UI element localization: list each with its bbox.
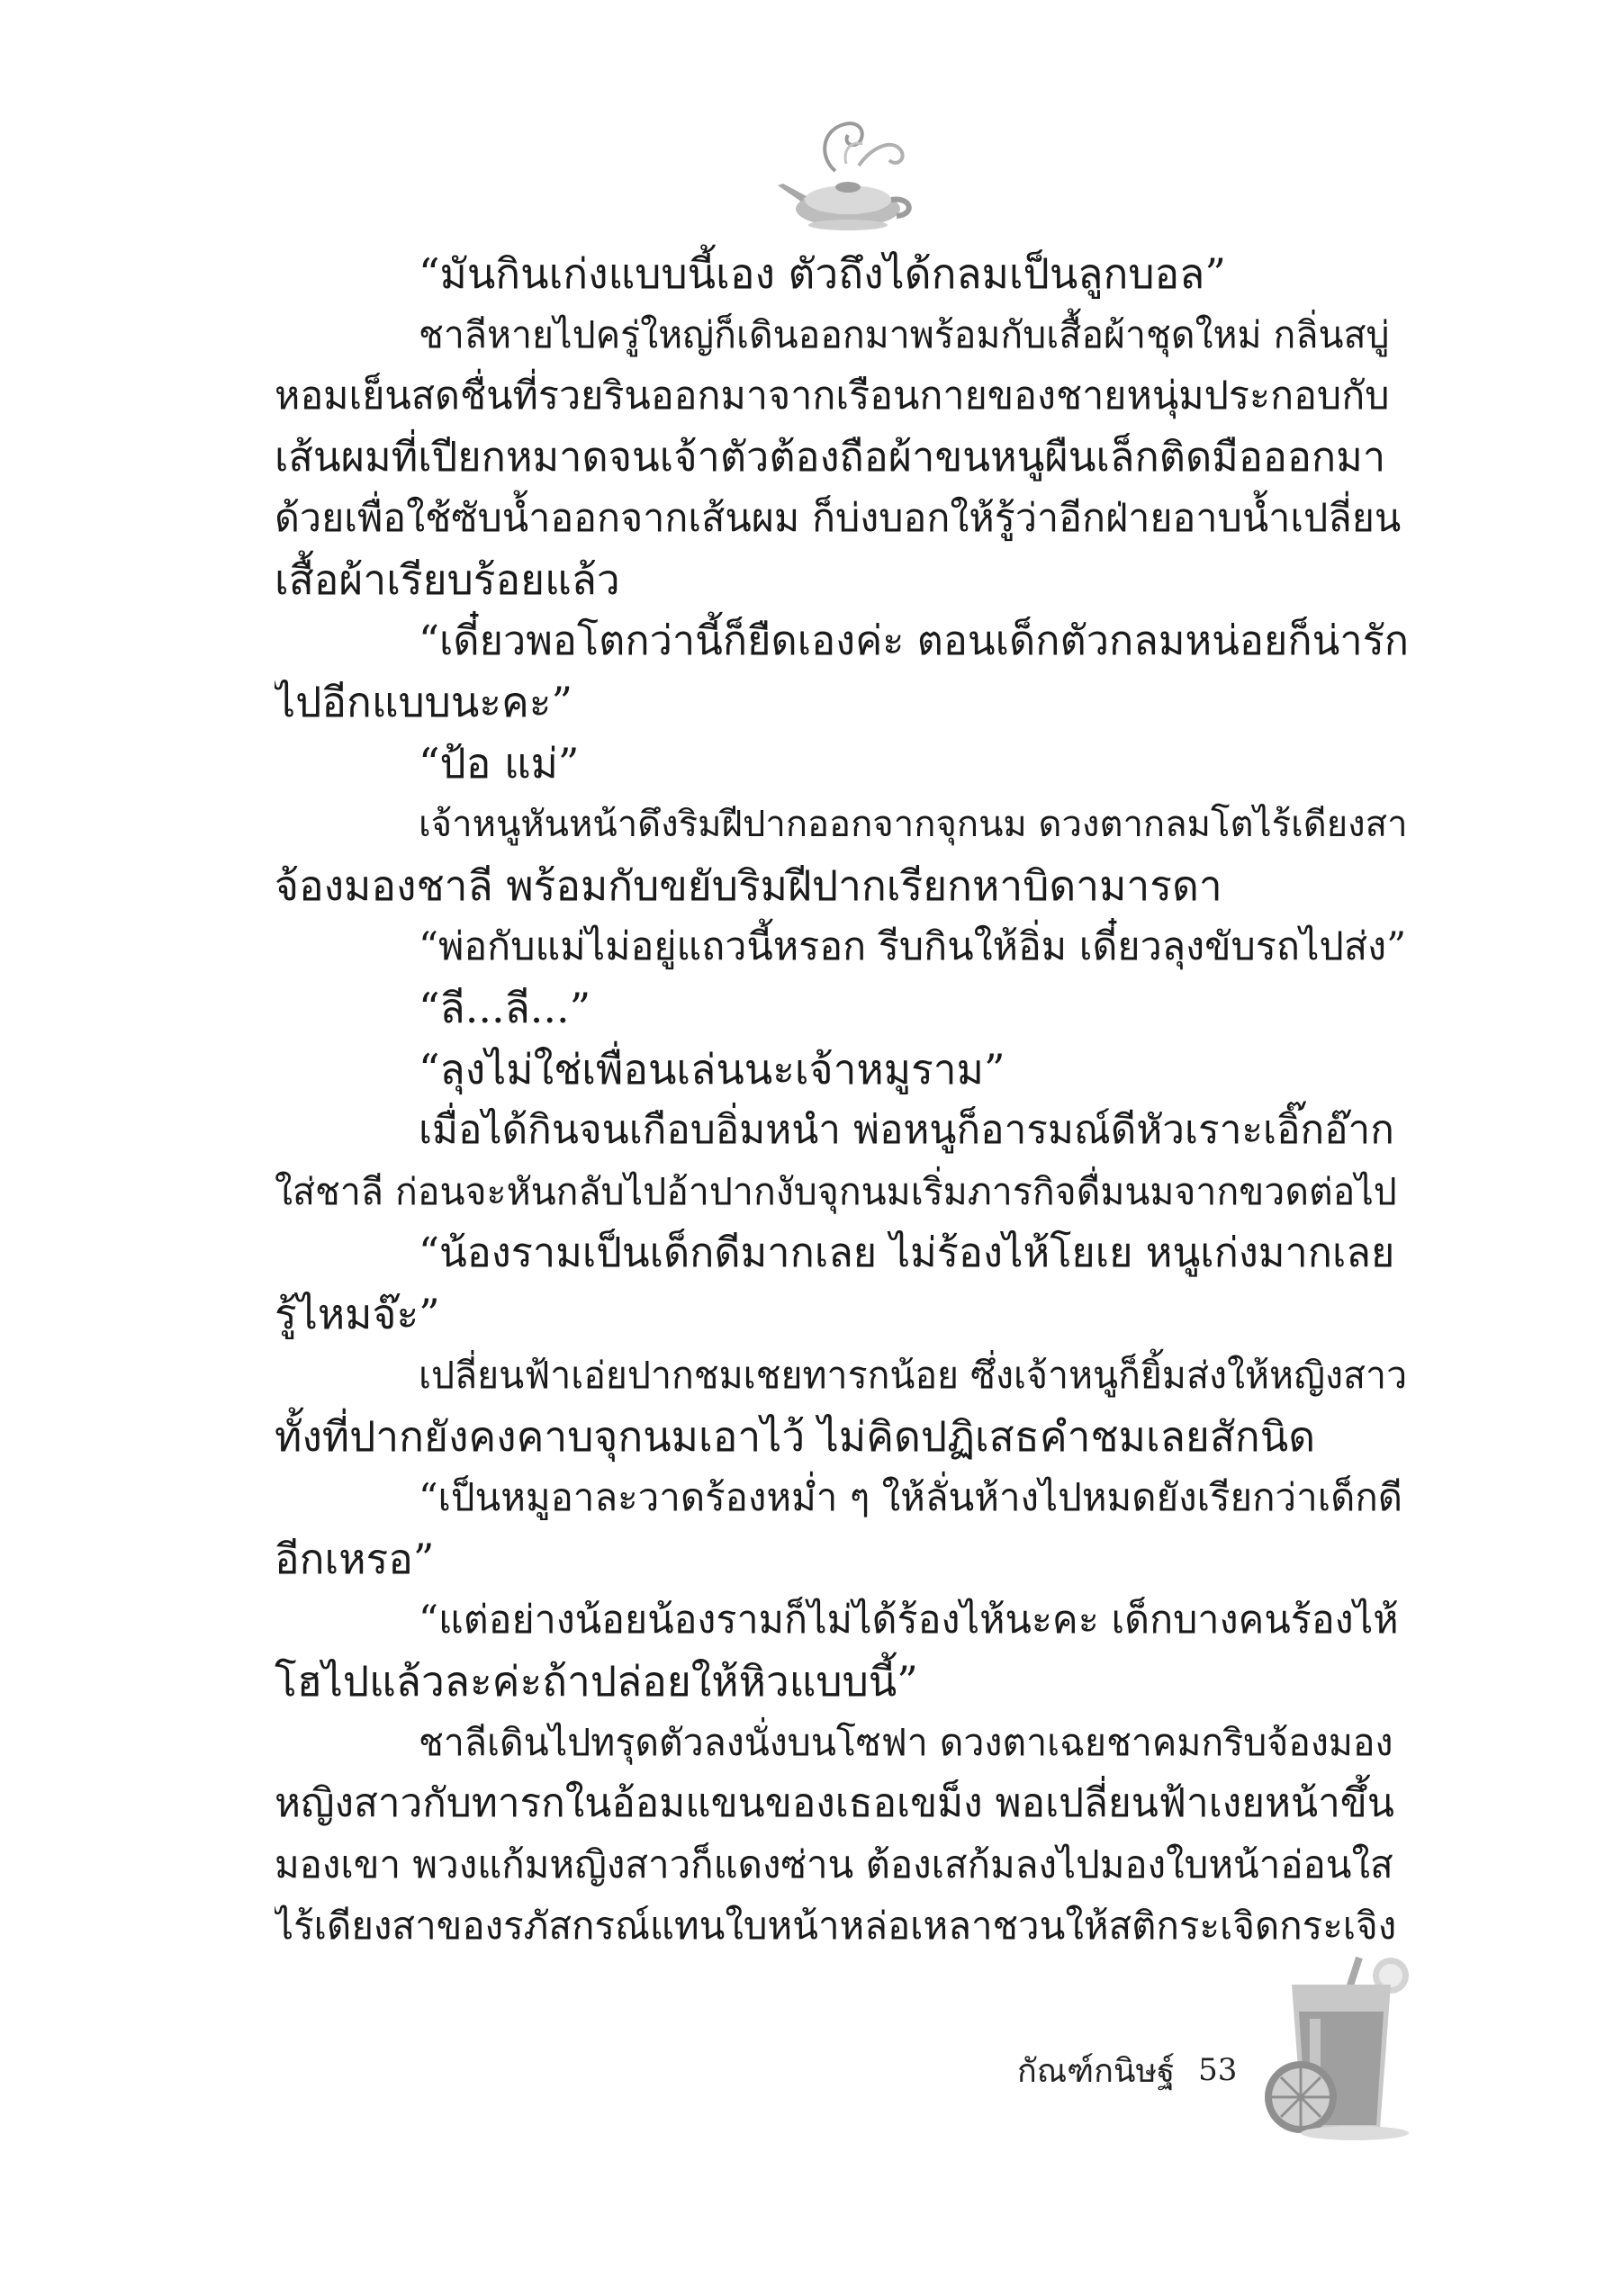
text-line: “เป็นหมูอาละวาดร้องหม่ำ ๆ ให้ลั่นห้างไปหมดยังเรียกว่าเด็กดี — [419, 1475, 1403, 1519]
text-line: ทั้งที่ปากยังคงคาบจุกนมเอาไว้ ไม่คิดปฏิเสธคำชมเลยสักนิด — [275, 1412, 1316, 1461]
text-line: “เดี๋ยวพอโตกว่านี้ก็ยืดเองค่ะ ตอนเด็กตัวกลมหน่อยก็น่ารัก — [419, 617, 1409, 664]
text-line: “แต่อย่างน้อยน้องรามก็ไม่ได้ร้องไห้นะคะ เด็กบางคนร้องไห้ — [419, 1598, 1399, 1643]
text-line: อีกเหรอ” — [275, 1535, 435, 1583]
text-line: “มันกินเก่งแบบนี้เอง ตัวถึงได้กลมเป็นลูกบอล” — [419, 249, 1226, 298]
text-line: ด้วยเพื่อใช้ซับน้ำออกจากเส้นผม ก็บ่งบอกให้รู้ว่าอีกฝ่ายอาบน้ำเปลี่ยน — [275, 496, 1402, 541]
body-text — [275, 243, 1409, 1957]
text-line: เมื่อได้กินจนเกือบอิ่มหนำ พ่อหนูก็อารมณ์ดีหัวเราะเอิ๊กอ๊าก — [419, 1107, 1394, 1153]
juice-glass-ornament-icon — [1256, 1949, 1427, 2142]
text-line: “น้องรามเป็นเด็กดีมากเลย ไม่ร้องไห้โยเย หนูเก่งมากเลย — [419, 1229, 1395, 1276]
text-line: ไปอีกแบบนะคะ” — [275, 678, 573, 726]
text-line: หญิงสาวกับทารกในอ้อมแขนของเธอเขม็ง พอเปลี่ยนฟ้าเงยหน้าขึ้น — [275, 1780, 1394, 1826]
text-line: ชาลีหายไปครู่ใหญ่ก็เดินออกมาพร้อมกับเสื้อผ้าชุดใหม่ กลิ่นสบู่ — [419, 313, 1390, 356]
text-line: โฮไปแล้วละค่ะถ้าปล่อยให้หิวแบบนี้” — [275, 1657, 918, 1706]
text-line: “ป้อ แม่” — [419, 739, 580, 788]
teapot-ornament-icon — [765, 108, 936, 239]
text-line: เสื้อผ้าเรียบร้อยแล้ว — [275, 555, 620, 604]
text-line: จ้องมองชาลี พร้อมกับขยับริมฝีปากเรียกหาบิดามารดา — [275, 861, 1222, 910]
text-line: รู้ไหมจ๊ะ” — [275, 1290, 440, 1338]
text-line: ชาลีเดินไปทรุดตัวลงนั่งบนโซฟา ดวงตาเฉยชาคมกริบจ้องมอง — [419, 1721, 1393, 1764]
text-line: “ลี...ลี...” — [419, 984, 591, 1032]
text-line: เส้นผมที่เปียกหมาดจนเจ้าตัวต้องถือผ้าขนหนูผืนเล็กติดมือออกมา — [275, 433, 1386, 481]
text-line: เจ้าหนูหันหน้าดึงริมฝีปากออกจากจุกนม ดวงตากลมโตไร้เดียงสา — [419, 804, 1408, 845]
text-line: ใส่ชาลี ก่อนจะหันกลับไปอ้าปากงับจุกนมเริ่มภารกิจดื่มนมจากขวดต่อไป — [275, 1170, 1397, 1213]
text-line: เปลี่ยนฟ้าเอ่ยปากชมเชยทารกน้อย ซึ่งเจ้าหนูก็ยิ้มส่งให้หญิงสาว — [419, 1354, 1408, 1397]
page-footer — [1017, 2034, 1237, 2106]
text-line: หอมเย็นสดชื่นที่รวยรินออกมาจากเรือนกายของชายหนุ่มประกอบกับ — [275, 374, 1390, 419]
text-line: ไร้เดียงสาของรภัสกรณ์แทนใบหน้าหล่อเหลาชวนให้สติกระเจิดกระเจิง — [275, 1904, 1397, 1948]
page-number: 53 — [1198, 2052, 1238, 2088]
text-line: มองเขา พวงแก้มหญิงสาวก็แดงซ่าน ต้องเสก้มลงไปมองใบหน้าอ่อนใส — [275, 1842, 1393, 1886]
text-line: “ลุงไม่ใช่เพื่อนเล่นนะเจ้าหมูราม” — [419, 1045, 1005, 1094]
running-title: กัณฑ์กนิษฐ์ — [1017, 2052, 1176, 2090]
text-line: “พ่อกับแม่ไม่อยู่แถวนี้หรอก รีบกินให้อิ่ม เดี๋ยวลุงขับรถไปส่ง” — [419, 924, 1407, 969]
